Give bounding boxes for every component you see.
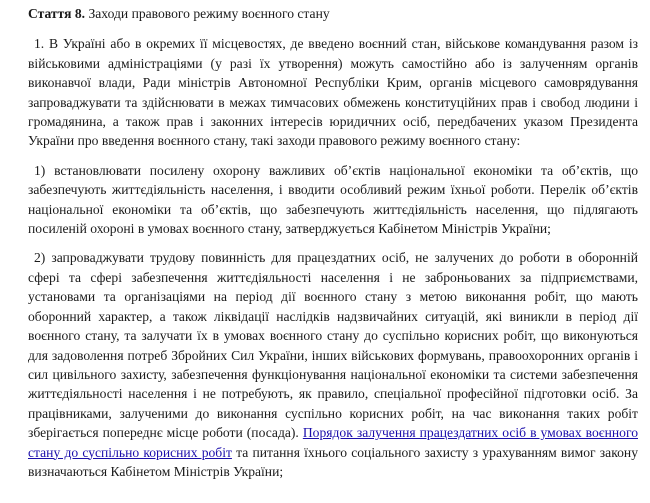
paragraph-1: 1. В Україні або в окремих її місцевостях, де введено воєнний стан, військове командування разом із військовими адміністраціями (у разі їх утворення) можуть самостійно або із залученням органів виконавчої влади, Ради міністрів Автономної Республіки Крим, органів місцевого самоврядування запроваджувати та здійснювати в межах тимчасових обмежень конституційних прав і свобод людини і громадянина, а також прав і законних інтересів юридичних осіб, передбачених указом Президента України про введення воєнного стану, такі заходи правового режиму воєнного стану: [28, 36, 638, 149]
article-title: Заходи правового режиму воєнного стану [85, 6, 330, 21]
article-number: Стаття 8. [28, 6, 86, 21]
article-heading [28, 4, 638, 23]
paragraph-item-2-tail: та питання їхнього соціального захисту з урахуванням вимог закону визначаються Кабінетом Міністрів України; [28, 444, 638, 479]
paragraph-item-1: 1) встановлювати посилену охорону важливих об’єктів національної економіки та об’єктів, що забезпечують життєдіяльність населення, і вводити особливий режим їхньої роботи. Перелік об’єктів національної економіки та об’єктів, що забезпечують життєдіяльність населення, що підлягають посиленій охороні в умовах воєнного стану, затверджується Кабінетом Міністрів України; [28, 162, 638, 237]
paragraph-item-2-text: 2) запроваджувати трудову повинність для працездатних осіб, не залучених до роботи в оборонній сфері та сфері забезпечення життєдіяльності населення і не заброньованих за підприємствами, установами та організаціями на період дії воєнного стану з метою виконання робіт, що мають оборонний характер, а також ліквідації наслідків надзвичайних ситуацій, які виникли в період дії воєнного стану, та залучати їх в умовах воєнного стану до суспільно корисних робіт, що виконуються для задоволення потреб Збройних Сил України, інших військових формувань, правоохоронних органів і сил цивільного захисту, забезпечення функціонування національної економіки та системи забезпечення життєдіяльності населення і не потребують, як правило, спеціальної професійної підготовки осіб. За працівниками, залученими до виконання суспільно корисних робіт, на час виконання таких робіт зберігається попереднє місце роботи (посада). [28, 250, 638, 441]
paragraph-item-2 [28, 248, 638, 481]
procedure-link[interactable]: Порядок залучення працездатних осіб в умовах воєнного стану до суспільно корисних робіт [28, 425, 638, 460]
